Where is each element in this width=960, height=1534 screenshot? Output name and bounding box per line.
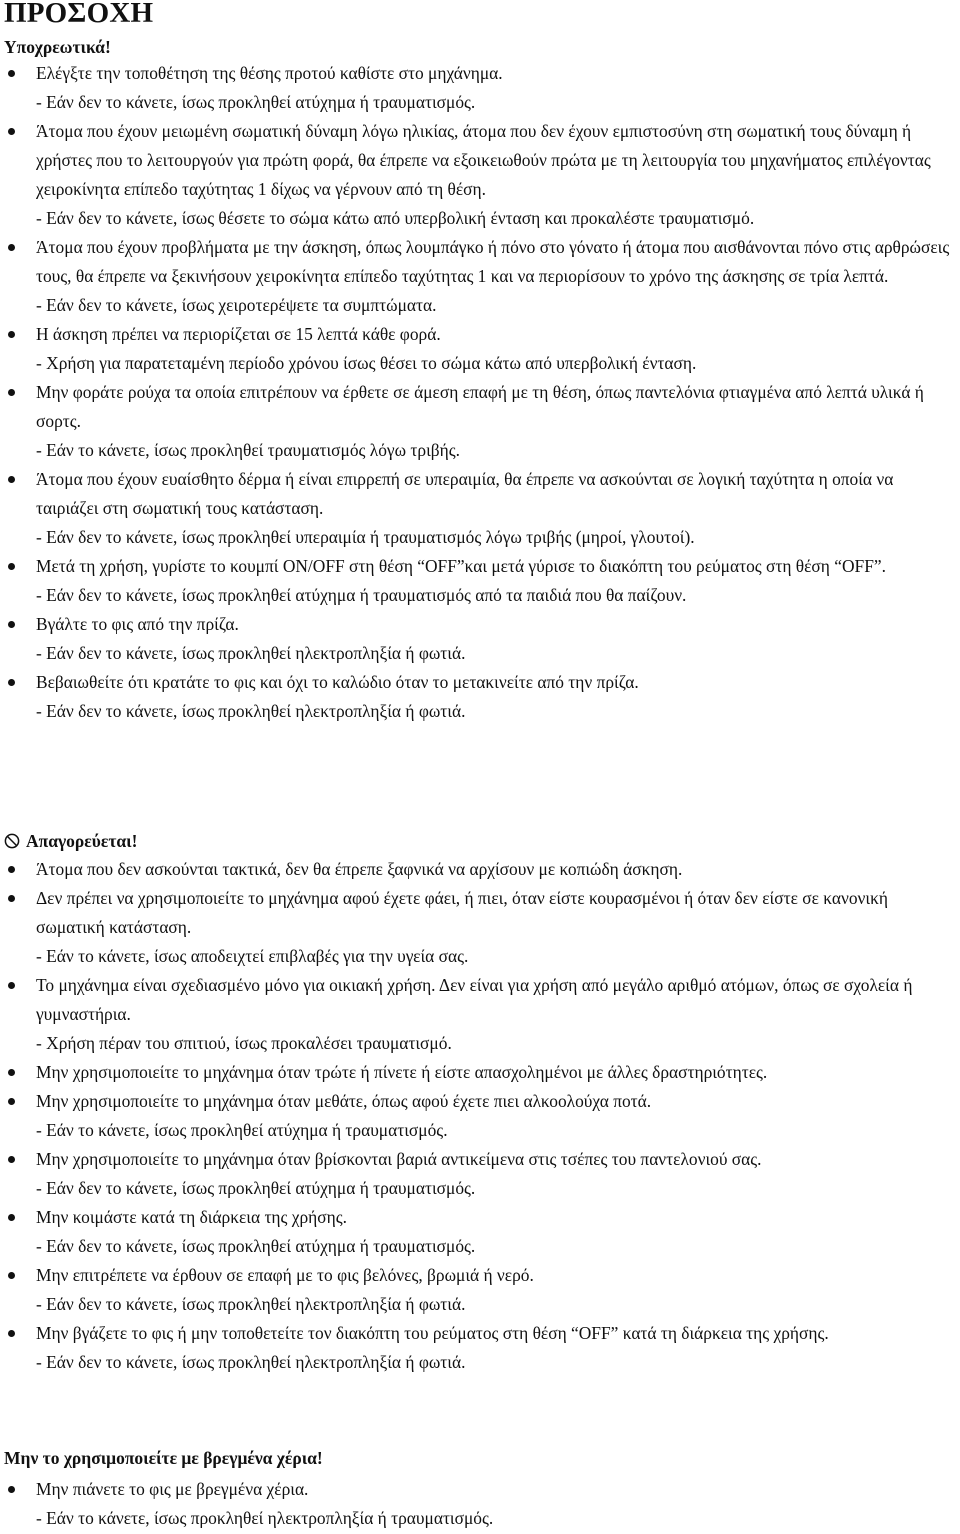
- section-heading-prohibited: [4, 830, 137, 852]
- list-item-text: Άτομα που δεν ασκούνται τακτικά, δεν θα έπρεπε ξαφνικά να αρχίσουν με κοπιώδη άσκηση.: [36, 859, 683, 879]
- prohibited-icon: [4, 833, 20, 849]
- list-item: [0, 465, 960, 552]
- bullet-icon: [8, 244, 15, 251]
- list-item-text: Η άσκηση πρέπει να περιορίζεται σε 15 λεπτά κάθε φορά.: [36, 324, 441, 344]
- bullet-icon: [8, 1156, 15, 1163]
- list-item: [0, 1261, 960, 1319]
- list-item-text: Μην χρησιμοποιείτε το μηχάνημα όταν βρίσκονται βαριά αντικείμενα στις τσέπες του παντελονιού σας.: [36, 1149, 762, 1169]
- list-item: [0, 552, 960, 610]
- list-item-text: Ελέγξτε την τοποθέτηση της θέσης προτού καθίστε στο μηχάνημα.: [36, 63, 503, 83]
- list-item: [0, 117, 960, 233]
- list-item-text: Το μηχάνημα είναι σχεδιασμένο μόνο για οικιακή χρήση. Δεν είναι για χρήση από μεγάλο αριθμό ατόμων, όπως σε σχολεία ή γυμναστήρια.: [36, 975, 913, 1024]
- bullet-icon: [8, 895, 15, 902]
- section-heading-mandatory: Υποχρεωτικά!: [4, 37, 111, 57]
- list-item-text: Μην χρησιμοποιείτε το μηχάνημα όταν μεθάτε, όπως αφού έχετε πιει αλκοολούχα ποτά.: [36, 1091, 652, 1111]
- list-item-text: Μετά τη χρήση, γυρίστε το κουμπί ON/OFF στη θέση “OFF”και μετά γύρισε το διακόπτη του ρεύματος στη θέση “OFF”.: [36, 556, 886, 576]
- bullet-icon: [8, 1272, 15, 1279]
- bullet-icon: [8, 331, 15, 338]
- list-item: [0, 1319, 960, 1377]
- list-item: [0, 884, 960, 971]
- list-item-text: Μην βγάζετε το φις ή μην τοποθετείτε τον διακόπτη του ρεύματος στη θέση “OFF” κατά τη διάρκεια της χρήσης.: [36, 1323, 829, 1343]
- list-item-warning: - Χρήση για παρατεταμένη περίοδο χρόνου ίσως θέσει το σώμα κάτω από υπερβολική ένταση.: [36, 353, 697, 373]
- list-item-warning: - Εάν δεν το κάνετε, ίσως προκληθεί ατύχημα ή τραυματισμός.: [36, 92, 476, 112]
- list-item-warning: - Εάν δεν το κάνετε, ίσως προκληθεί ατύχημα ή τραυματισμός από τα παιδιά που θα παίζουν.: [36, 585, 687, 605]
- bullet-icon: [8, 1330, 15, 1337]
- bullet-icon: [8, 1214, 15, 1221]
- list-item: [0, 610, 960, 668]
- bullet-icon: [8, 866, 15, 873]
- section-heading-wet-hands: Μην το χρησιμοποιείτε με βρεγμένα χέρια!: [4, 1448, 323, 1468]
- list-item-text: Μην κοιμάστε κατά τη διάρκεια της χρήσης.: [36, 1207, 347, 1227]
- list-item: [0, 668, 960, 726]
- list-item-warning: - Εάν δεν το κάνετε, ίσως προκληθεί ηλεκτροπληξία ή φωτιά.: [36, 701, 466, 721]
- bullet-icon: [8, 1069, 15, 1076]
- list-item: [0, 59, 960, 117]
- bullet-icon: [8, 389, 15, 396]
- bullet-icon: [8, 70, 15, 77]
- bullet-icon: [8, 563, 15, 570]
- list-item: [0, 1087, 960, 1145]
- prohibited-list: [0, 855, 960, 1377]
- list-item: [0, 1203, 960, 1261]
- list-item-text: Άτομα που έχουν μειωμένη σωματική δύναμη λόγω ηλικίας, άτομα που δεν έχουν εμπιστοσύνη στη σωματική τους δύναμη ή χρήστες που το λειτουργούν για πρώτη φορά, θα έπρεπε να εξοικειωθούν πρώτα με τη λειτουργία του μηχανήματος επιλέγοντας χειροκίνητα επίπεδο ταχύτητας 1 δίχως να γέρνουν από τη θέση.: [36, 121, 931, 199]
- list-item-warning: - Εάν δεν το κάνετε, ίσως προκληθεί υπεραιμία ή τραυματισμός λόγω τριβής (μηροί, γλουτοί).: [36, 527, 695, 547]
- list-item-text: Άτομα που έχουν προβλήματα με την άσκηση, όπως λουμπάγκο ή πόνο στο γόνατο ή άτομα που αισθάνονται πόνο στις αρθρώσεις τους, θα έπρεπε να ξεκινήσουν χειροκίνητα επίπεδο ταχύτητας 1 και να περιορίσουν το χρόνο της άσκησης σε τρία λεπτά.: [36, 237, 950, 286]
- bullet-icon: [8, 621, 15, 628]
- list-item-text: Μην πιάνετε το φις με βρεγμένα χέρια.: [36, 1479, 309, 1499]
- list-item-warning: - Χρήση πέραν του σπιτιού, ίσως προκαλέσει τραυματισμό.: [36, 1033, 452, 1053]
- list-item-text: Μην φοράτε ρούχα τα οποία επιτρέπουν να έρθετε σε άμεση επαφή με τη θέση, όπως παντελόνια φτιαγμένα από λεπτά υλικά ή σορτς.: [36, 382, 924, 431]
- list-item-warning: - Εάν δεν το κάνετε, ίσως προκληθεί ατύχημα ή τραυματισμός.: [36, 1178, 476, 1198]
- list-item-warning: - Εάν το κάνετε, ίσως προκληθεί τραυματισμός λόγω τριβής.: [36, 440, 460, 460]
- list-item-text: Άτομα που έχουν ευαίσθητο δέρμα ή είναι επιρρεπή σε υπεραιμία, θα έπρεπε να ασκούνται σε λογική ταχύτητα η οποία να ταιριάζει στη σωματική τους κατάσταση.: [36, 469, 894, 518]
- list-item: [0, 1475, 960, 1533]
- list-item-warning: - Εάν δεν το κάνετε, ίσως προκληθεί ηλεκτροπληξία ή φωτιά.: [36, 643, 466, 663]
- bullet-icon: [8, 1486, 15, 1493]
- list-item-text: Δεν πρέπει να χρησιμοποιείτε το μηχάνημα αφού έχετε φάει, ή πιει, όταν είστε κουρασμένοι ή όταν δεν είστε σε κανονική σωματική κατάσταση.: [36, 888, 888, 937]
- list-item-text: Μην χρησιμοποιείτε το μηχάνημα όταν τρώτε ή πίνετε ή είστε απασχολημένοι με άλλες δραστηριότητες.: [36, 1062, 768, 1082]
- section-heading-label: Απαγορεύεται!: [26, 831, 138, 851]
- bullet-icon: [8, 1098, 15, 1105]
- bullet-icon: [8, 476, 15, 483]
- list-item-text: Βεβαιωθείτε ότι κρατάτε το φις και όχι το καλώδιο όταν το μετακινείτε από την πρίζα.: [36, 672, 639, 692]
- mandatory-list: [0, 59, 960, 726]
- bullet-icon: [8, 128, 15, 135]
- list-item-warning: - Εάν το κάνετε, ίσως προκληθεί ηλεκτροπληξία ή τραυματισμός.: [36, 1508, 494, 1528]
- list-item-warning: - Εάν το κάνετε, ίσως αποδειχτεί επιβλαβές για την υγεία σας.: [36, 946, 469, 966]
- list-item: [0, 971, 960, 1058]
- list-item: [0, 1058, 960, 1087]
- bullet-icon: [8, 982, 15, 989]
- list-item-warning: - Εάν δεν το κάνετε, ίσως προκληθεί ατύχημα ή τραυματισμός.: [36, 1236, 476, 1256]
- list-item: [0, 378, 960, 465]
- list-item-warning: - Εάν δεν το κάνετε, ίσως θέσετε το σώμα κάτω από υπερβολική ένταση και προκαλέστε τραυματισμό.: [36, 208, 755, 228]
- list-item: [0, 1145, 960, 1203]
- page-title: ΠΡΟΣΟΧΗ: [4, 0, 154, 29]
- list-item-warning: - Εάν δεν το κάνετε, ίσως προκληθεί ηλεκτροπληξία ή φωτιά.: [36, 1352, 466, 1372]
- list-item: [0, 320, 960, 378]
- list-item-text: Μην επιτρέπετε να έρθουν σε επαφή με το φις βελόνες, βρωμιά ή νερό.: [36, 1265, 534, 1285]
- list-item-warning: - Εάν δεν το κάνετε, ίσως προκληθεί ηλεκτροπληξία ή φωτιά.: [36, 1294, 466, 1314]
- list-item: [0, 233, 960, 320]
- wet-hands-list: [0, 1475, 960, 1533]
- list-item-text: Βγάλτε το φις από την πρίζα.: [36, 614, 239, 634]
- list-item: [0, 855, 960, 884]
- list-item-warning: - Εάν το κάνετε, ίσως προκληθεί ατύχημα ή τραυματισμός.: [36, 1120, 448, 1140]
- bullet-icon: [8, 679, 15, 686]
- list-item-warning: - Εάν δεν το κάνετε, ίσως χειροτερέψετε τα συμπτώματα.: [36, 295, 437, 315]
